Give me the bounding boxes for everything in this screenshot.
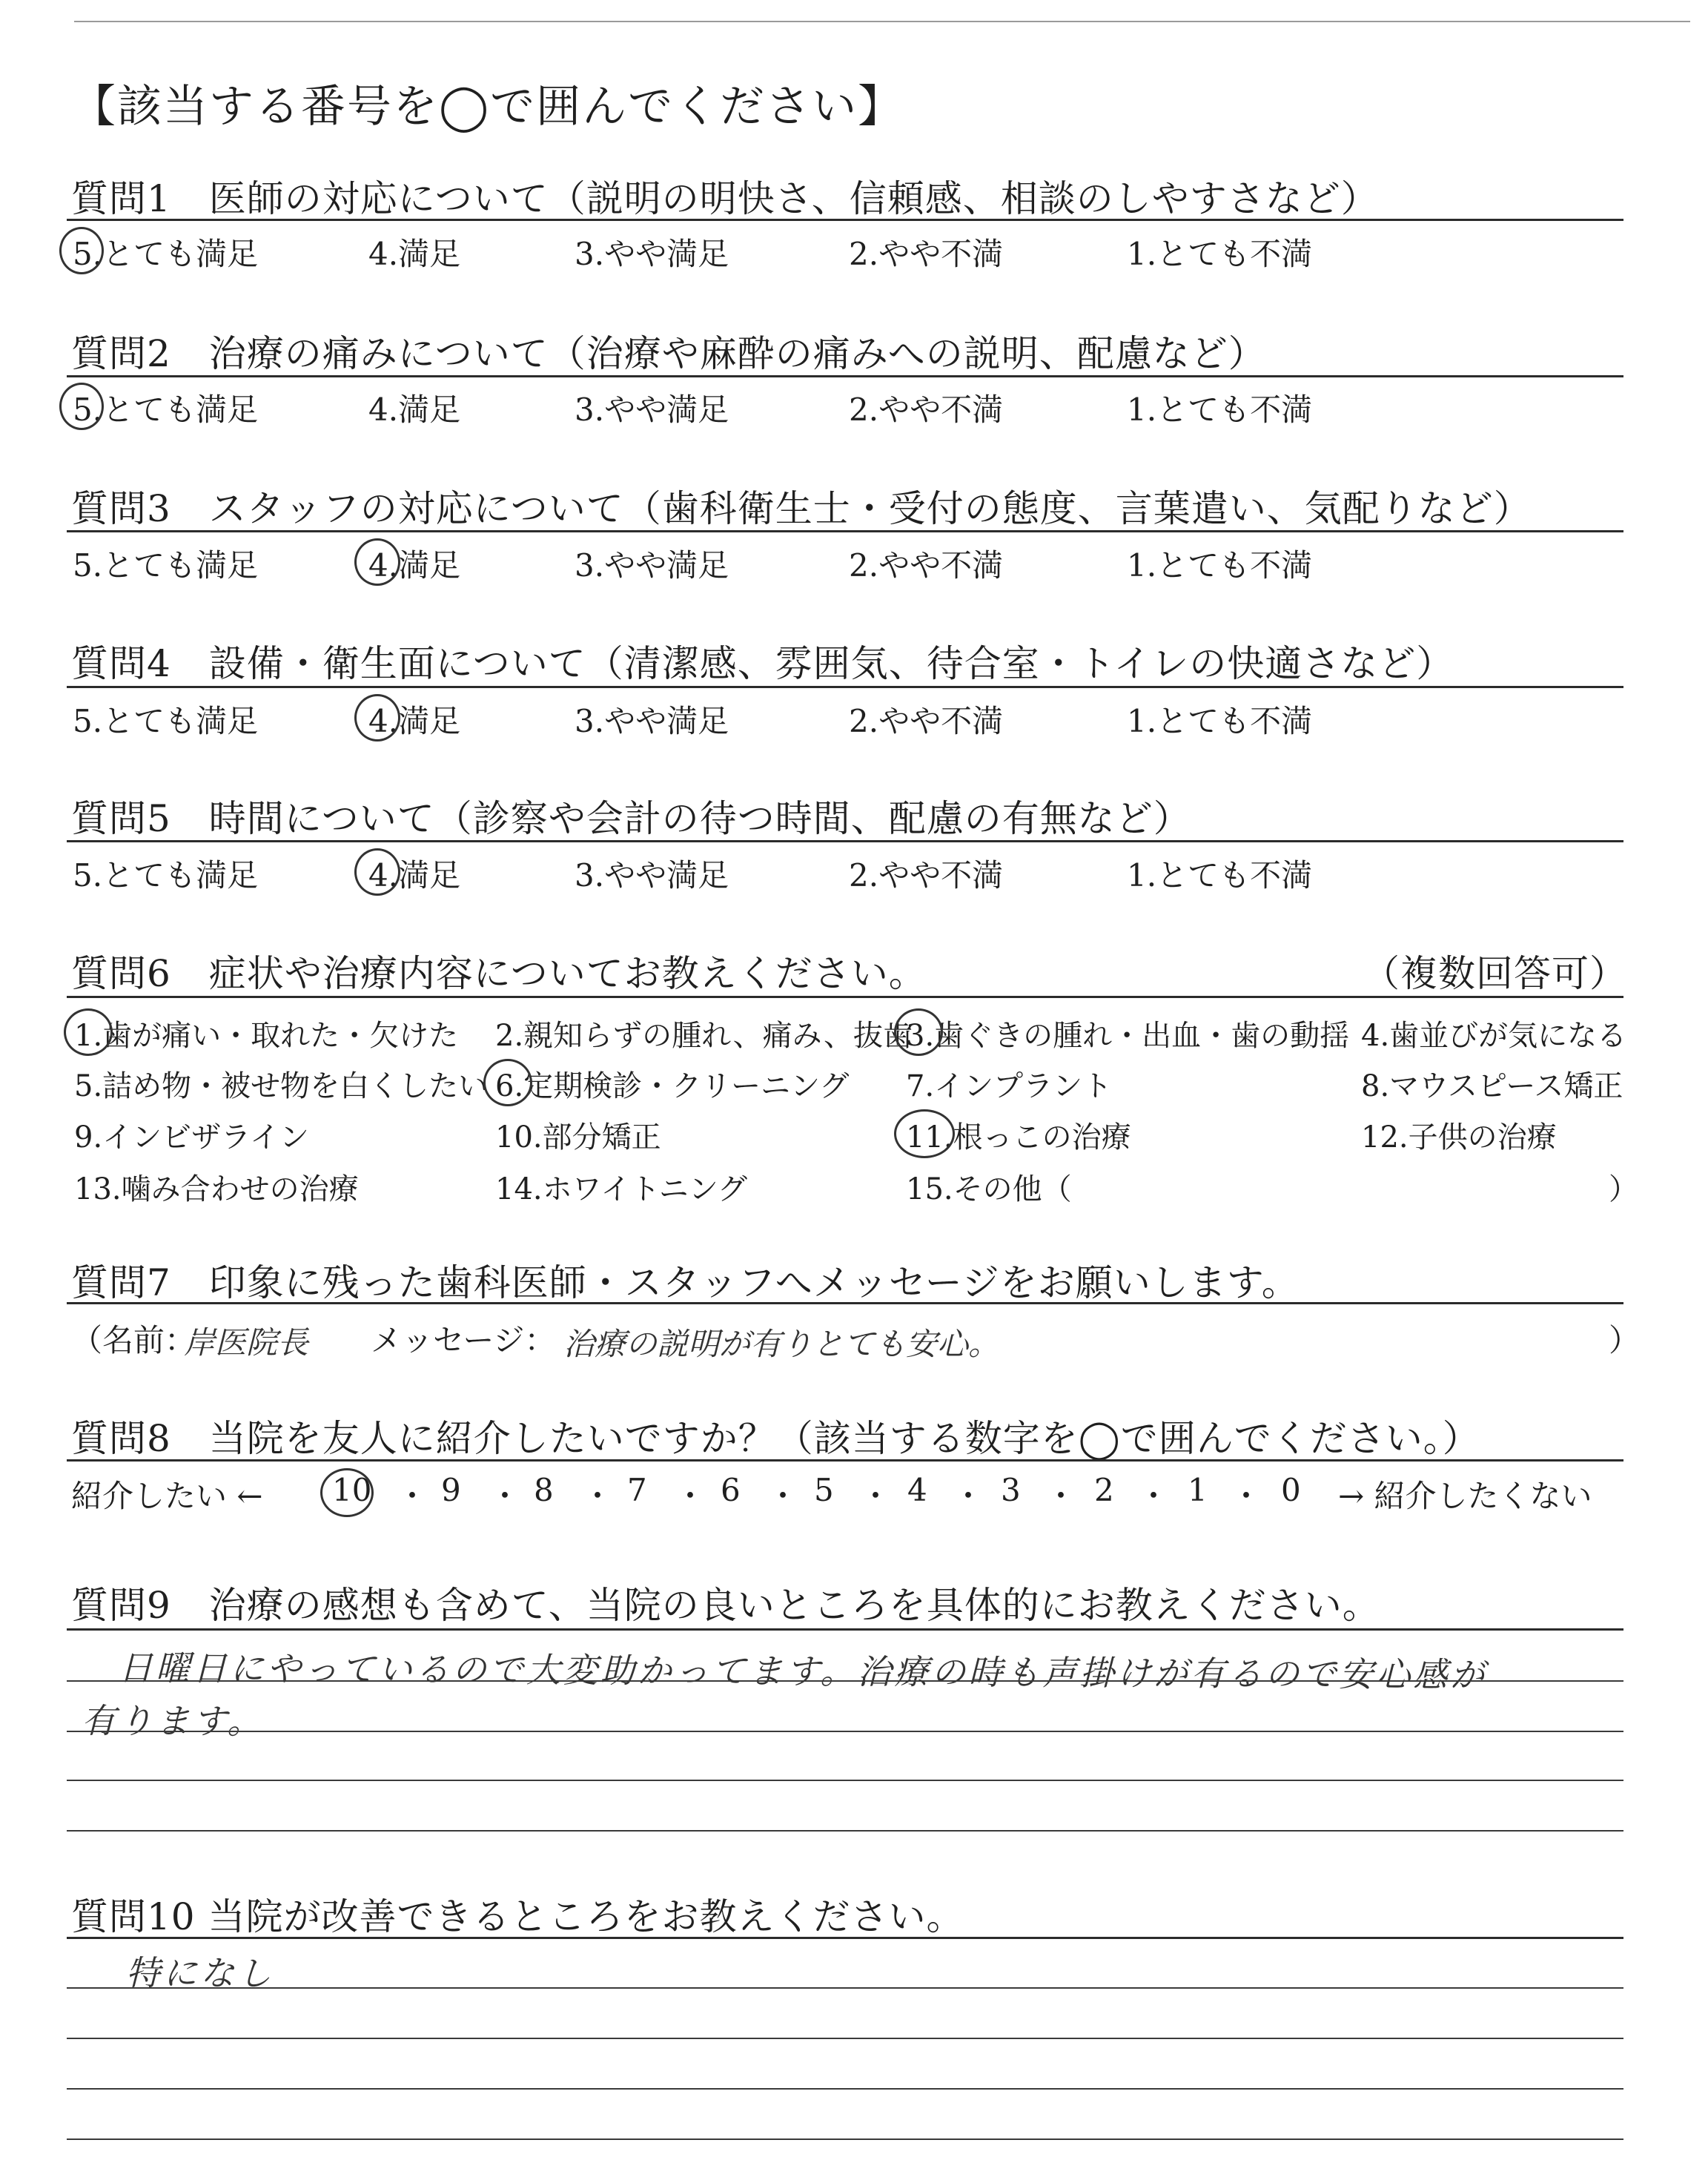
q4-option-1[interactable]: 1.とても不満 xyxy=(1127,703,1313,739)
q2-option-5[interactable]: 5.とても満足 xyxy=(73,392,259,428)
q8-value-2[interactable]: 2 xyxy=(1094,1472,1114,1508)
q8-dot: ・ xyxy=(767,1478,799,1514)
q4-rule xyxy=(67,686,1623,688)
q6-heading: 質問6 症状や治療内容についてお教えください。 xyxy=(71,952,927,995)
q1-rule xyxy=(67,219,1623,221)
q2-selection-circle xyxy=(59,383,104,430)
q9-answer-rule-3 xyxy=(67,1780,1623,1781)
page-title: 【該当する番号を◯で囲んでください】 xyxy=(71,81,904,133)
q3-option-1[interactable]: 1.とても不満 xyxy=(1127,547,1313,584)
q8-dot: ・ xyxy=(675,1478,706,1514)
q9-answer-line-1[interactable]: 日曜日にやっているので大変助かってます。治療の時も声掛けが有るので安心感が xyxy=(118,1648,1488,1695)
q7-name-value[interactable]: 岸医院長 xyxy=(184,1324,309,1361)
q8-value-8[interactable]: 8 xyxy=(534,1472,554,1508)
q6-item-4[interactable]: 4.歯並びが気になる xyxy=(1361,1019,1627,1053)
q9-answer-rule-4 xyxy=(67,1830,1623,1832)
q8-dot: ・ xyxy=(397,1478,428,1514)
q2-option-2[interactable]: 2.やや不満 xyxy=(849,392,1004,428)
q6-item-5[interactable]: 5.詰め物・被せ物を白くしたい xyxy=(74,1069,489,1103)
q3-option-2[interactable]: 2.やや不満 xyxy=(849,547,1004,584)
q6-item-12[interactable]: 12.子供の治療 xyxy=(1361,1120,1557,1155)
q8-value-3[interactable]: 3 xyxy=(1001,1472,1021,1508)
q5-option-3[interactable]: 3.やや満足 xyxy=(575,857,729,894)
q6-item-6[interactable]: 6.定期検診・クリーニング xyxy=(495,1069,850,1103)
q10-answer-rule-3 xyxy=(67,2088,1623,2090)
q10-heading: 質問10 当院が改善できるところをお教えください。 xyxy=(71,1895,964,1938)
q8-value-7[interactable]: 7 xyxy=(627,1472,647,1508)
q8-value-5[interactable]: 5 xyxy=(814,1472,834,1508)
scan-top-edge xyxy=(74,21,1690,22)
q10-answer-rule-2 xyxy=(67,2038,1623,2039)
q6-selection-circle-11 xyxy=(894,1109,955,1158)
q7-rule xyxy=(67,1302,1623,1304)
q7-message-value[interactable]: 治療の説明が有りとても安心。 xyxy=(563,1326,1000,1362)
q2-option-3[interactable]: 3.やや満足 xyxy=(575,392,729,428)
q4-selection-circle xyxy=(354,694,400,742)
q6-multiple-note: （複数回答可） xyxy=(1363,952,1627,995)
q8-dot: ・ xyxy=(953,1478,984,1514)
q8-dot: ・ xyxy=(1138,1478,1170,1514)
q7-close-paren: ） xyxy=(1609,1322,1641,1358)
q6-item-2[interactable]: 2.親知らずの腫れ、痛み、抜歯 xyxy=(495,1019,913,1053)
q7-message-label: メッセージ： xyxy=(371,1322,556,1358)
q8-rule xyxy=(67,1459,1623,1462)
q2-rule xyxy=(67,375,1623,377)
q1-option-4[interactable]: 4.満足 xyxy=(368,236,461,272)
q1-heading: 質問1 医師の対応について（説明の明快さ、信頼感、相談のしやすさなど） xyxy=(71,177,1379,220)
q5-rule xyxy=(67,840,1623,842)
q1-selection-circle xyxy=(59,227,104,274)
q2-option-4[interactable]: 4.満足 xyxy=(368,392,461,428)
q6-item-10[interactable]: 10.部分矯正 xyxy=(495,1120,661,1155)
q1-option-3[interactable]: 3.やや満足 xyxy=(575,236,729,272)
q1-option-5[interactable]: 5.とても満足 xyxy=(73,236,259,272)
q6-item-9[interactable]: 9.インビザライン xyxy=(74,1120,309,1155)
q7-name-label: （名前： xyxy=(71,1322,196,1358)
q4-option-3[interactable]: 3.やや満足 xyxy=(575,703,729,739)
q3-option-5[interactable]: 5.とても満足 xyxy=(73,547,259,584)
q1-option-1[interactable]: 1.とても不満 xyxy=(1127,236,1313,272)
q6-item-7[interactable]: 7.インプラント xyxy=(906,1069,1113,1103)
q3-selection-circle xyxy=(354,538,400,586)
q3-option-3[interactable]: 3.やや満足 xyxy=(575,547,729,584)
q6-item-13[interactable]: 13.噛み合わせの治療 xyxy=(74,1172,359,1206)
q5-option-4[interactable]: 4.満足 xyxy=(368,857,461,894)
q10-rule xyxy=(67,1937,1623,1939)
q9-answer-line-2[interactable]: 有ります。 xyxy=(81,1700,265,1742)
q2-heading: 質問2 治療の痛みについて（治療や麻酔の痛みへの説明、配慮など） xyxy=(71,332,1266,375)
q8-value-6[interactable]: 6 xyxy=(721,1472,741,1508)
q5-selection-circle xyxy=(354,848,400,896)
q7-heading: 質問7 印象に残った歯科医師・スタッフへメッセージをお願いします。 xyxy=(71,1261,1300,1304)
q8-selection-circle xyxy=(320,1468,374,1517)
q9-rule xyxy=(67,1628,1623,1631)
q1-option-2[interactable]: 2.やや不満 xyxy=(849,236,1004,272)
q4-option-4[interactable]: 4.満足 xyxy=(368,703,461,739)
q5-heading: 質問5 時間について（診察や会計の待つ時間、配慮の有無など） xyxy=(71,797,1191,840)
q6-item-15-close: ） xyxy=(1609,1172,1638,1206)
q2-option-1[interactable]: 1.とても不満 xyxy=(1127,392,1313,428)
q9-answer-rule-2 xyxy=(67,1731,1623,1732)
q8-value-4[interactable]: 4 xyxy=(907,1472,927,1508)
q5-option-1[interactable]: 1.とても不満 xyxy=(1127,857,1313,894)
q3-rule xyxy=(67,530,1623,532)
q4-option-2[interactable]: 2.やや不満 xyxy=(849,703,1004,739)
q8-value-0[interactable]: 0 xyxy=(1281,1472,1301,1508)
q8-value-9[interactable]: 9 xyxy=(441,1472,461,1508)
q6-item-3[interactable]: 3.歯ぐきの腫れ・出血・歯の動揺 xyxy=(906,1019,1350,1053)
q8-dot: ・ xyxy=(860,1478,892,1514)
q8-dot: ・ xyxy=(582,1478,614,1514)
q10-answer-rule-1 xyxy=(67,1987,1623,1989)
q5-option-5[interactable]: 5.とても満足 xyxy=(73,857,259,894)
q10-answer[interactable]: 特になし xyxy=(125,1952,275,1994)
q9-answer-rule-1 xyxy=(67,1680,1623,1682)
q10-answer-rule-4 xyxy=(67,2138,1623,2140)
q8-dot: ・ xyxy=(1231,1478,1262,1514)
q4-option-5[interactable]: 5.とても満足 xyxy=(73,703,259,739)
q6-selection-circle-1 xyxy=(64,1008,113,1056)
q9-heading: 質問9 治療の感想も含めて、当院の良いところを具体的にお教えください。 xyxy=(71,1584,1380,1627)
q5-option-2[interactable]: 2.やや不満 xyxy=(849,857,1004,894)
q8-value-1[interactable]: 1 xyxy=(1188,1472,1208,1508)
q3-heading: 質問3 スタッフの対応について（歯科衛生士・受付の態度、言葉遣い、気配りなど） xyxy=(71,487,1532,530)
q8-dot: ・ xyxy=(489,1478,521,1514)
q6-rule xyxy=(67,996,1623,998)
q6-item-11[interactable]: 11.根っこの治療 xyxy=(906,1120,1131,1155)
q8-right-label: → 紹介したくない xyxy=(1338,1478,1592,1514)
q6-selection-circle-6 xyxy=(483,1059,532,1106)
q6-item-8[interactable]: 8.マウスピース矯正 xyxy=(1361,1069,1623,1103)
q6-item-15[interactable]: 15.その他（ xyxy=(906,1172,1072,1206)
q4-heading: 質問4 設備・衛生面について（清潔感、雰囲気、待合室・トイレの快適さなど） xyxy=(71,642,1454,685)
q6-item-14[interactable]: 14.ホワイトニング xyxy=(495,1172,748,1206)
q8-dot: ・ xyxy=(1045,1478,1077,1514)
q8-left-label: 紹介したい ← xyxy=(71,1478,263,1514)
q6-selection-circle-3 xyxy=(894,1008,943,1056)
q6-item-1[interactable]: 1.歯が痛い・取れた・欠けた xyxy=(74,1019,459,1053)
q8-heading: 質問8 当院を友人に紹介したいですか？（該当する数字を◯で囲んでください。） xyxy=(71,1417,1480,1460)
q3-option-4[interactable]: 4.満足 xyxy=(368,547,461,584)
q8-value-10[interactable]: 10 xyxy=(332,1472,372,1508)
